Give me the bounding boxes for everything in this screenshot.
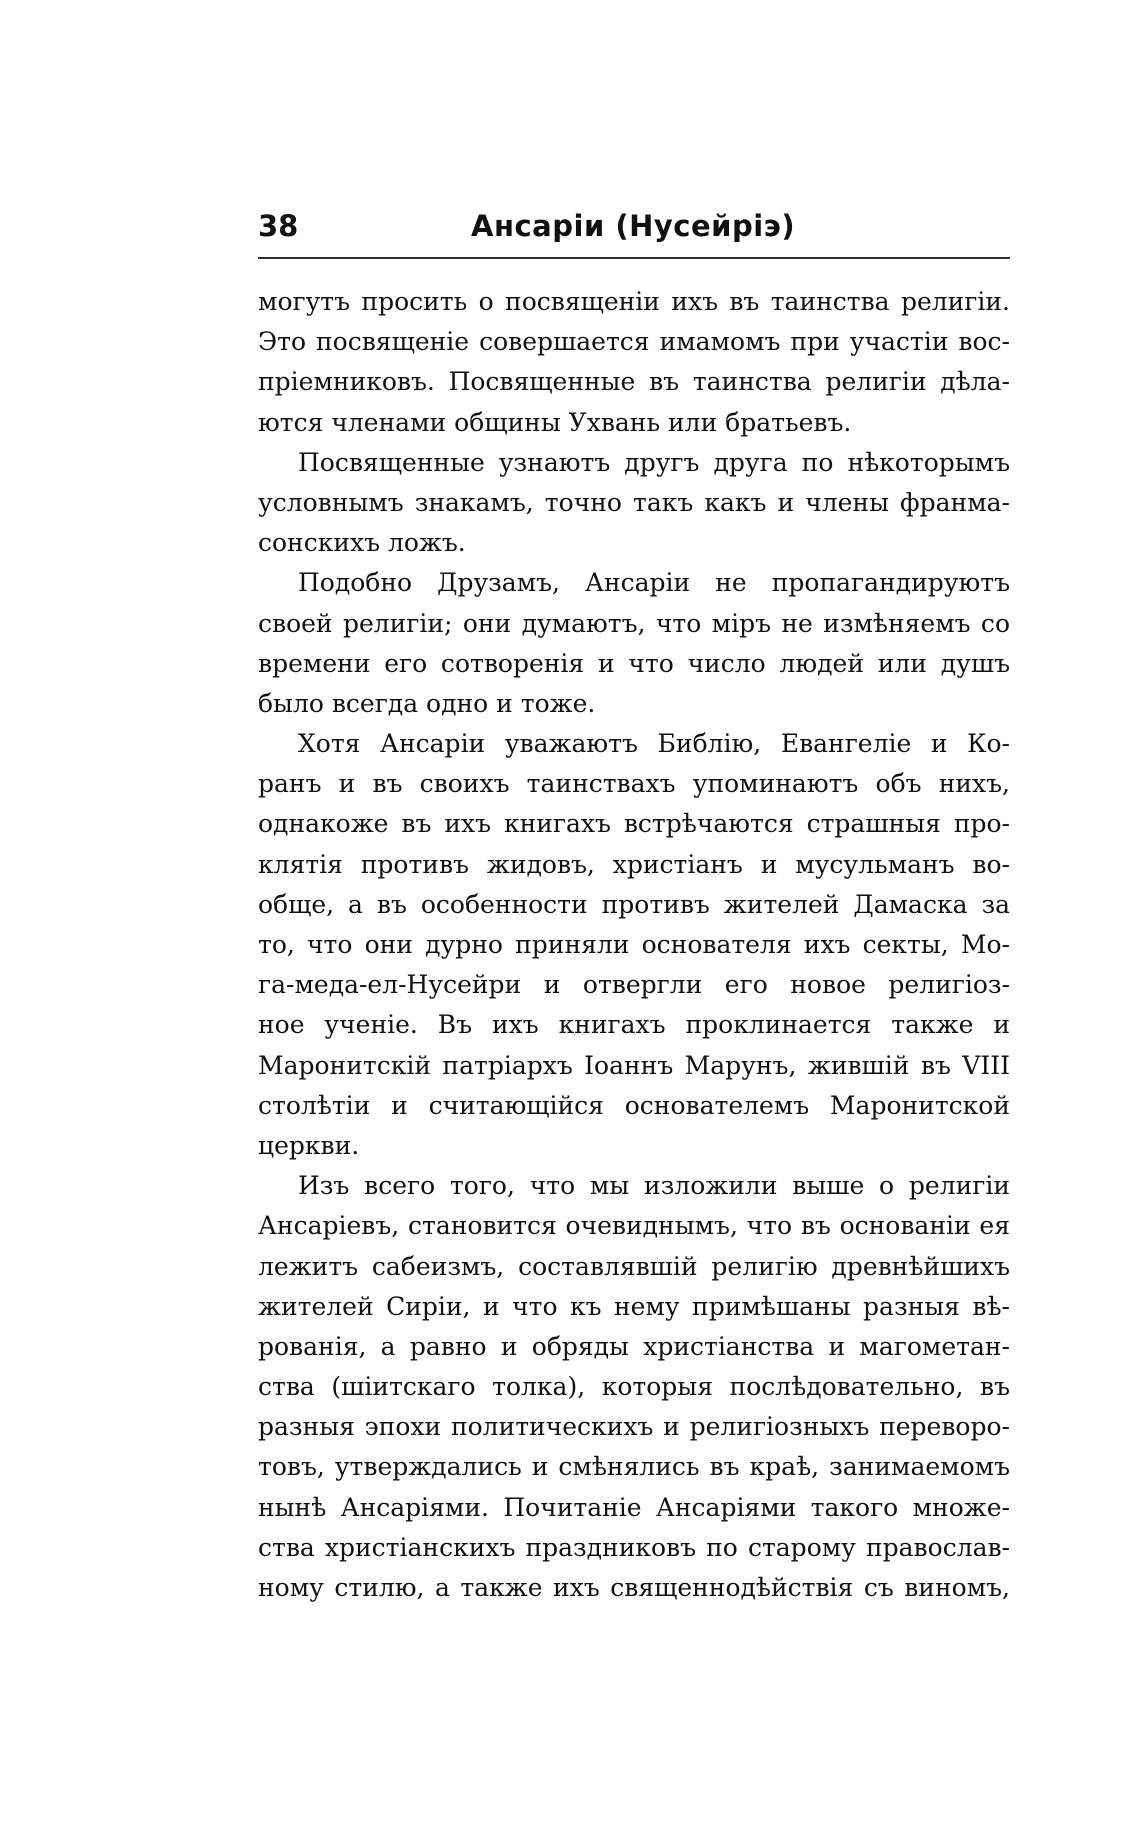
text-line: столѣтіи и считающійся основателемъ Маронитской bbox=[258, 1090, 1010, 1120]
paragraph bbox=[258, 282, 1010, 443]
text-line: лежитъ сабеизмъ, составлявшій религію древнѣйшихъ bbox=[258, 1251, 1010, 1281]
text-line: Ансаріевъ, становится очевиднымъ, что въ основаніи ея bbox=[258, 1211, 1010, 1241]
paragraph bbox=[258, 443, 1010, 564]
text-line: Это посвященіе совершается имамомъ при участіи вос- bbox=[258, 327, 1010, 357]
text-line: ются членами общины Ухвань или братьевъ. bbox=[258, 407, 852, 437]
text-line: Маронитскій патріархъ Іоаннъ Марунъ, жившій въ VIII bbox=[258, 1050, 1010, 1080]
text-line: жителей Сиріи, и что къ нему примѣшаны разныя вѣ- bbox=[258, 1291, 1010, 1321]
text-line: ранъ и въ своихъ таинствахъ упоминаютъ объ нихъ, bbox=[258, 769, 1010, 799]
header-rule bbox=[258, 257, 1010, 259]
paragraph bbox=[258, 563, 1010, 724]
text-line: времени его сотворенія и что число людей или душъ bbox=[258, 648, 1010, 678]
text-line: Хотя Ансаріи уважаютъ Библію, Евангеліе и Ко- bbox=[298, 729, 1010, 759]
text-line: Изъ всего того, что мы изложили выше о религіи bbox=[298, 1171, 1010, 1201]
text-line: клятія противъ жидовъ, христіанъ и мусульманъ во- bbox=[258, 849, 1010, 879]
text-line: ное ученіе. Въ ихъ книгахъ проклинается также и bbox=[258, 1010, 1010, 1040]
text-line: ства (шіитскаго толка), которыя послѣдовательно, въ bbox=[258, 1372, 1010, 1402]
text-line: Посвященные узнаютъ другъ друга по нѣкоторымъ bbox=[298, 447, 1010, 477]
text-line: то, что они дурно приняли основателя ихъ секты, Мо- bbox=[258, 930, 1010, 959]
body-text bbox=[258, 282, 1010, 1608]
text-line: Подобно Друзамъ, Ансаріи не пропагандируютъ bbox=[298, 568, 1010, 598]
text-line: могутъ просить о посвященіи ихъ въ таинства религіи. bbox=[258, 287, 1010, 316]
text-line: рованія, а равно и обряды христіанства и магометан- bbox=[258, 1331, 1010, 1361]
text-line: товъ, утверждались и смѣнялись въ краѣ, занимаемомъ bbox=[258, 1452, 1010, 1482]
text-line: сонскихъ ложъ. bbox=[258, 528, 466, 558]
paragraph bbox=[258, 724, 1010, 1166]
text-line: было всегда одно и тоже. bbox=[258, 688, 596, 718]
text-line: церкви. bbox=[258, 1130, 360, 1160]
text-line: условнымъ знакамъ, точно такъ какъ и члены франма- bbox=[258, 487, 1010, 517]
text-line: разныя эпохи политическихъ и религіозныхъ переворо- bbox=[258, 1412, 1010, 1442]
text-line: однакоже въ ихъ книгахъ встрѣчаются страшныя про- bbox=[258, 809, 1010, 839]
paragraph bbox=[258, 1166, 1010, 1608]
text-line: своей религіи; они думаютъ, что міръ не измѣняемъ со bbox=[258, 608, 1010, 638]
running-title: Ансаріи (Нусейріэ) bbox=[471, 209, 796, 243]
text-line: ства христіанскихъ праздниковъ по старому православ- bbox=[258, 1532, 1010, 1562]
text-line: га-меда-ел-Нусейри и отвергли его новое религіоз- bbox=[258, 970, 1010, 1000]
text-line: пріемниковъ. Посвященные въ таинства религіи дѣла- bbox=[258, 367, 1010, 397]
page-header bbox=[258, 206, 1010, 256]
text-line: нынѣ Ансаріями. Почитаніе Ансаріями такого множе- bbox=[258, 1492, 1010, 1522]
text-line: ному стилю, а также ихъ священнодѣйствія съ виномъ, bbox=[258, 1573, 1010, 1602]
text-line: обще, а въ особенности противъ жителей Дамаска за bbox=[258, 889, 1010, 919]
page-number: 38 bbox=[258, 209, 299, 243]
